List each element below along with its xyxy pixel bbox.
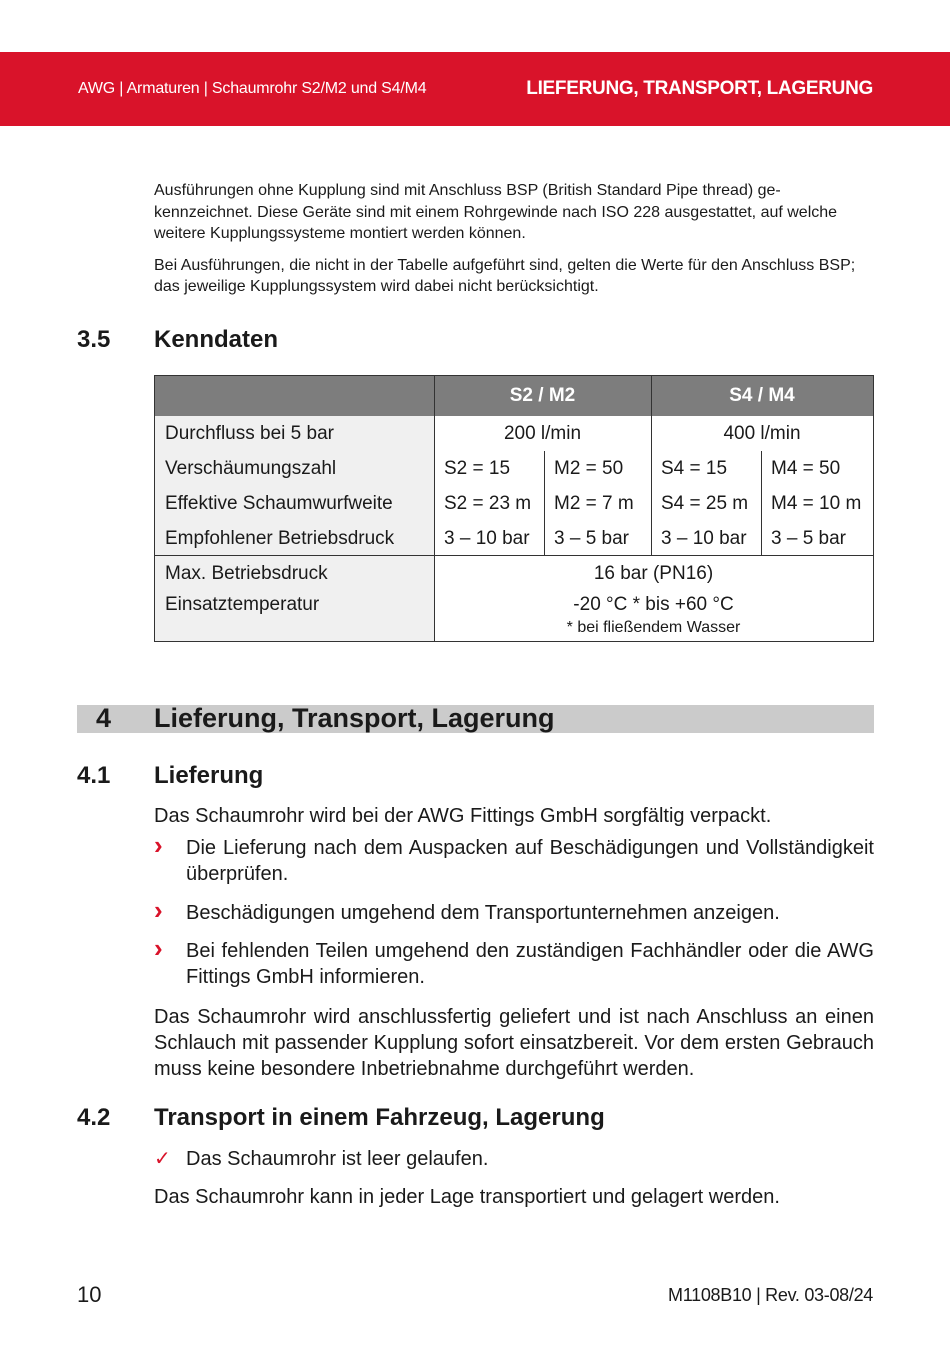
row-label-max-pressure: Max. Betriebsdruck	[165, 563, 328, 584]
section-title: Lieferung	[154, 762, 264, 789]
row-label-pressure: Empfohlener Betriebsdruck	[165, 528, 395, 549]
paragraph: Das Schaumrohr wird bei der AWG Fittings GmbH sorgfältig verpackt.	[154, 805, 772, 827]
cell-max-pressure: 16 bar (PN16)	[593, 563, 714, 584]
cell-throw-s2: S2 = 23 m	[444, 493, 532, 514]
cell-foam-s2: S2 = 15	[444, 458, 511, 479]
cell-pressure-s2: 3 – 10 bar	[444, 528, 530, 549]
chapter-heading-4	[77, 705, 874, 733]
paragraph: Das Schaumrohr kann in jeder Lage transportiert und gelagert werden.	[154, 1186, 780, 1208]
table-header-s2m2: S2 / M2	[434, 376, 651, 416]
list-item-text: Beschädigungen umgehend dem Transportunternehmen anzeigen.	[186, 902, 780, 924]
table-header-empty	[155, 376, 434, 416]
row-label-temperature: Einsatztemperatur	[165, 594, 320, 615]
cell-pressure-m4: 3 – 5 bar	[771, 528, 846, 549]
cell-throw-m2: M2 = 7 m	[554, 493, 634, 514]
table-divider	[761, 451, 762, 556]
check-icon: ✓	[154, 1148, 171, 1170]
cell-foam-m4: M4 = 50	[771, 458, 841, 479]
intro-paragraph-1: Ausführungen ohne Kupplung sind mit Anschluss BSP (British Standard Pipe thread) gekennzeichnet. Diese Geräte sind mit einem Rohrgewinde nach ISO 228 ausgestattet, auf welche weitere Kupplungssysteme montiert werden können.	[154, 182, 838, 242]
section-number: 4.2	[77, 1104, 111, 1131]
row-label-throw: Effektive Schaumwurfweite	[165, 493, 393, 514]
paragraph: Das Schaumrohr wird anschlussfertig geliefert und ist nach Anschluss an einen Schlauch mit passender Kupplung sofort einsatzbereit. Vor dem ersten Gebrauch muss keine besondere Inbetriebnahme durchgeführt werden.	[154, 1006, 874, 1080]
specs-table	[154, 375, 874, 642]
cell-pressure-m2: 3 – 5 bar	[554, 528, 629, 549]
table-divider	[651, 376, 652, 556]
chevron-right-icon: ›	[154, 830, 163, 860]
row-label-flow: Durchfluss bei 5 bar	[165, 423, 334, 444]
list-item	[154, 830, 874, 887]
cell-pressure-s4: 3 – 10 bar	[661, 528, 747, 549]
section-title: Kenndaten	[154, 326, 279, 353]
list-item	[154, 933, 874, 990]
cell-flow-s2m2: 200 l/min	[503, 423, 582, 444]
chevron-right-icon: ›	[154, 933, 163, 963]
cell-flow-s4m4: 400 l/min	[723, 423, 801, 444]
document-id: M1108B10 | Rev. 03-08/24	[668, 1285, 873, 1305]
breadcrumb: AWG | Armaturen | Schaumrohr S2/M2 und S4/M4	[78, 80, 427, 97]
table-divider	[155, 555, 873, 556]
page-number: 10	[77, 1282, 102, 1307]
row-label-foam: Verschäumungszahl	[165, 458, 337, 479]
cell-throw-m4: M4 = 10 m	[771, 493, 862, 514]
page-header	[0, 52, 950, 126]
cell-temperature: -20 °C * bis +60 °C	[573, 594, 734, 615]
cell-temperature-note: * bei fließendem Wasser	[566, 619, 741, 636]
cell-foam-s4: S4 = 15	[661, 458, 728, 479]
check-item	[154, 1146, 874, 1172]
section-title: Transport in einem Fahrzeug, Lagerung	[154, 1104, 605, 1131]
chapter-heading-title: Lieferung, Transport, Lagerung	[154, 703, 555, 733]
cell-throw-s4: S4 = 25 m	[661, 493, 749, 514]
cell-foam-m2: M2 = 50	[554, 458, 624, 479]
chapter-title: LIEFERUNG, TRANSPORT, LAGERUNG	[526, 78, 873, 99]
intro-text	[154, 180, 874, 308]
table-header-s4m4: S4 / M4	[651, 376, 873, 416]
chevron-right-icon: ›	[154, 895, 163, 925]
list-item-text: Bei fehlenden Teilen umgehend den zuständigen Fachhändler oder die AWG Fittings GmbH informieren.	[186, 940, 874, 988]
chapter-number: 4	[96, 703, 112, 733]
check-item-text: Das Schaumrohr ist leer gelaufen.	[186, 1148, 489, 1170]
table-divider	[544, 451, 545, 556]
list-item-text: Die Lieferung nach dem Auspacken auf Beschädigungen und Vollständigkeit überprüfen.	[186, 837, 874, 885]
intro-paragraph-2: Bei Ausführungen, die nicht in der Tabelle aufgeführt sind, gelten die Werte für den Anschluss BSP; das jeweilige Kupplungssystem wird dabei nicht berücksichtigt.	[154, 256, 856, 295]
section-number: 3.5	[77, 326, 111, 353]
section-number: 4.1	[77, 762, 111, 789]
list-item	[154, 895, 874, 926]
